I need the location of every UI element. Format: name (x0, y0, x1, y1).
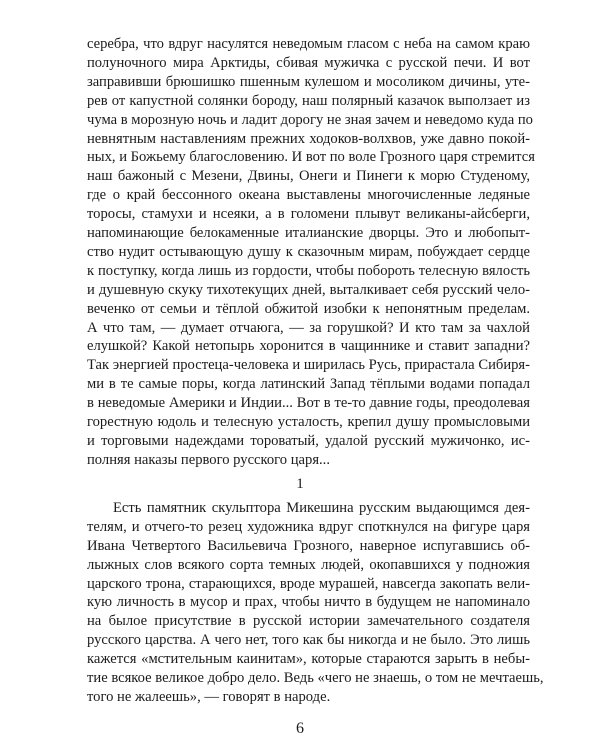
text-line: Ивана Четвертого Васильевича Грозного, наверное испугавшись об- (87, 537, 530, 554)
text-line: ных, и Божьему благословению. И вот по воле Грозного царя стремится (87, 149, 535, 166)
text-line: русского царства. А чего нет, того как бы никогда и не было. Это лишь (87, 632, 530, 649)
text-line: лыжных слов всякого сорта темных людей, окопавшихся у подножия (87, 556, 530, 573)
text-line: на былое присутствие в русской истории замечательного создателя (87, 613, 530, 630)
text-line: наш бажоный с Мезени, Двины, Онеги и Пинеги к морю Студеному, (87, 168, 530, 185)
text-line: заправивши брюшишко пшенным кулешом и мосоликом дичины, утe- (87, 73, 530, 90)
text-line: А что там, — думает отчаюга, — за горушкой? И кто там за чахлой (87, 319, 530, 336)
text-line: к поступку, когда лишь из гордости, чтобы побороть телесную вялость (87, 262, 530, 279)
text-line: и душевную скуку тихотекущих дней, выталкивает себя русский чело- (87, 281, 530, 298)
text-line: чума в морозную ночь и ладит дорогу не зная зачем и неведомо куда по (87, 111, 533, 128)
text-line: кажется «мстительным каинитам», которые стараются зарыть в небы- (87, 651, 530, 668)
text-line: полуночного мира Арктиды, сбивая мужичка с русской печи. И вот (87, 54, 530, 71)
text-line: Так энергией простеца-человека и ширилась Русь, прирастала Сибиря- (87, 357, 530, 374)
text-line: торосы, стамухи и нсеяки, а в голомени плывут великаны-айсберги, (87, 206, 530, 223)
text-line: веченко от семьи и тёплой обжитой изобки к непонятным пределам. (87, 300, 530, 317)
text-line: елушкой? Какой нетопырь хоронится в чащиннике и ставит западни? (87, 338, 530, 355)
text-line: и торговыми надеждами тороватый, удалой русский мужичонко, ис- (87, 432, 530, 449)
text-line: напоминающие белокаменные италианские дворцы. Это и любопыт- (87, 225, 530, 241)
text-line: где о край бессонного океана выставлены многочисленные ледяные (87, 187, 530, 204)
page-number: 6 (296, 720, 304, 737)
text-line: невнятным наставлениям прежних ходоков-волхвов, уже давно покой- (87, 130, 530, 147)
text-line: серебра, что вдруг насулятся неведомым гласом с неба на самом краю (87, 36, 530, 52)
chapter-number: 1 (296, 475, 304, 492)
text-line: кую личность в мусор и прах, чтобы ничто в будущем не напоминало (87, 594, 530, 611)
text-line: в неведомые Америки и Индии... Вот в те-то давние годы, преодолевая (87, 395, 530, 412)
text-line: тие всякое великое добро дело. Ведь «чего не знаешь, о том не мечтаешь, (87, 670, 544, 687)
text-line: ство нудит остывающую душу к сказочным мирам, побуждает сердце (87, 243, 530, 260)
text-line: ми в те самые поры, когда латинский Запад тёплыми водами попадал (87, 376, 530, 393)
text-line: полняя наказы первого русского царя... (87, 451, 330, 468)
text-line: того не жалеешь», — говорят в народе. (87, 688, 331, 705)
text-line: горестную юдоль и телесную усталость, крепил душу промысловыми (87, 414, 530, 430)
text-line: Есть памятник скульптора Микешина русским выдающимся дея- (113, 499, 530, 516)
text-line: царского трона, старающихся, вроде мурашей, навсегда закопать вели- (87, 575, 530, 592)
text-line: телям, и отчего-то резец художника вдруг споткнулся на фигуре царя (87, 518, 530, 535)
text-line: рев от капустной солянки бороду, наш полярный казачок выползает из (87, 92, 530, 109)
